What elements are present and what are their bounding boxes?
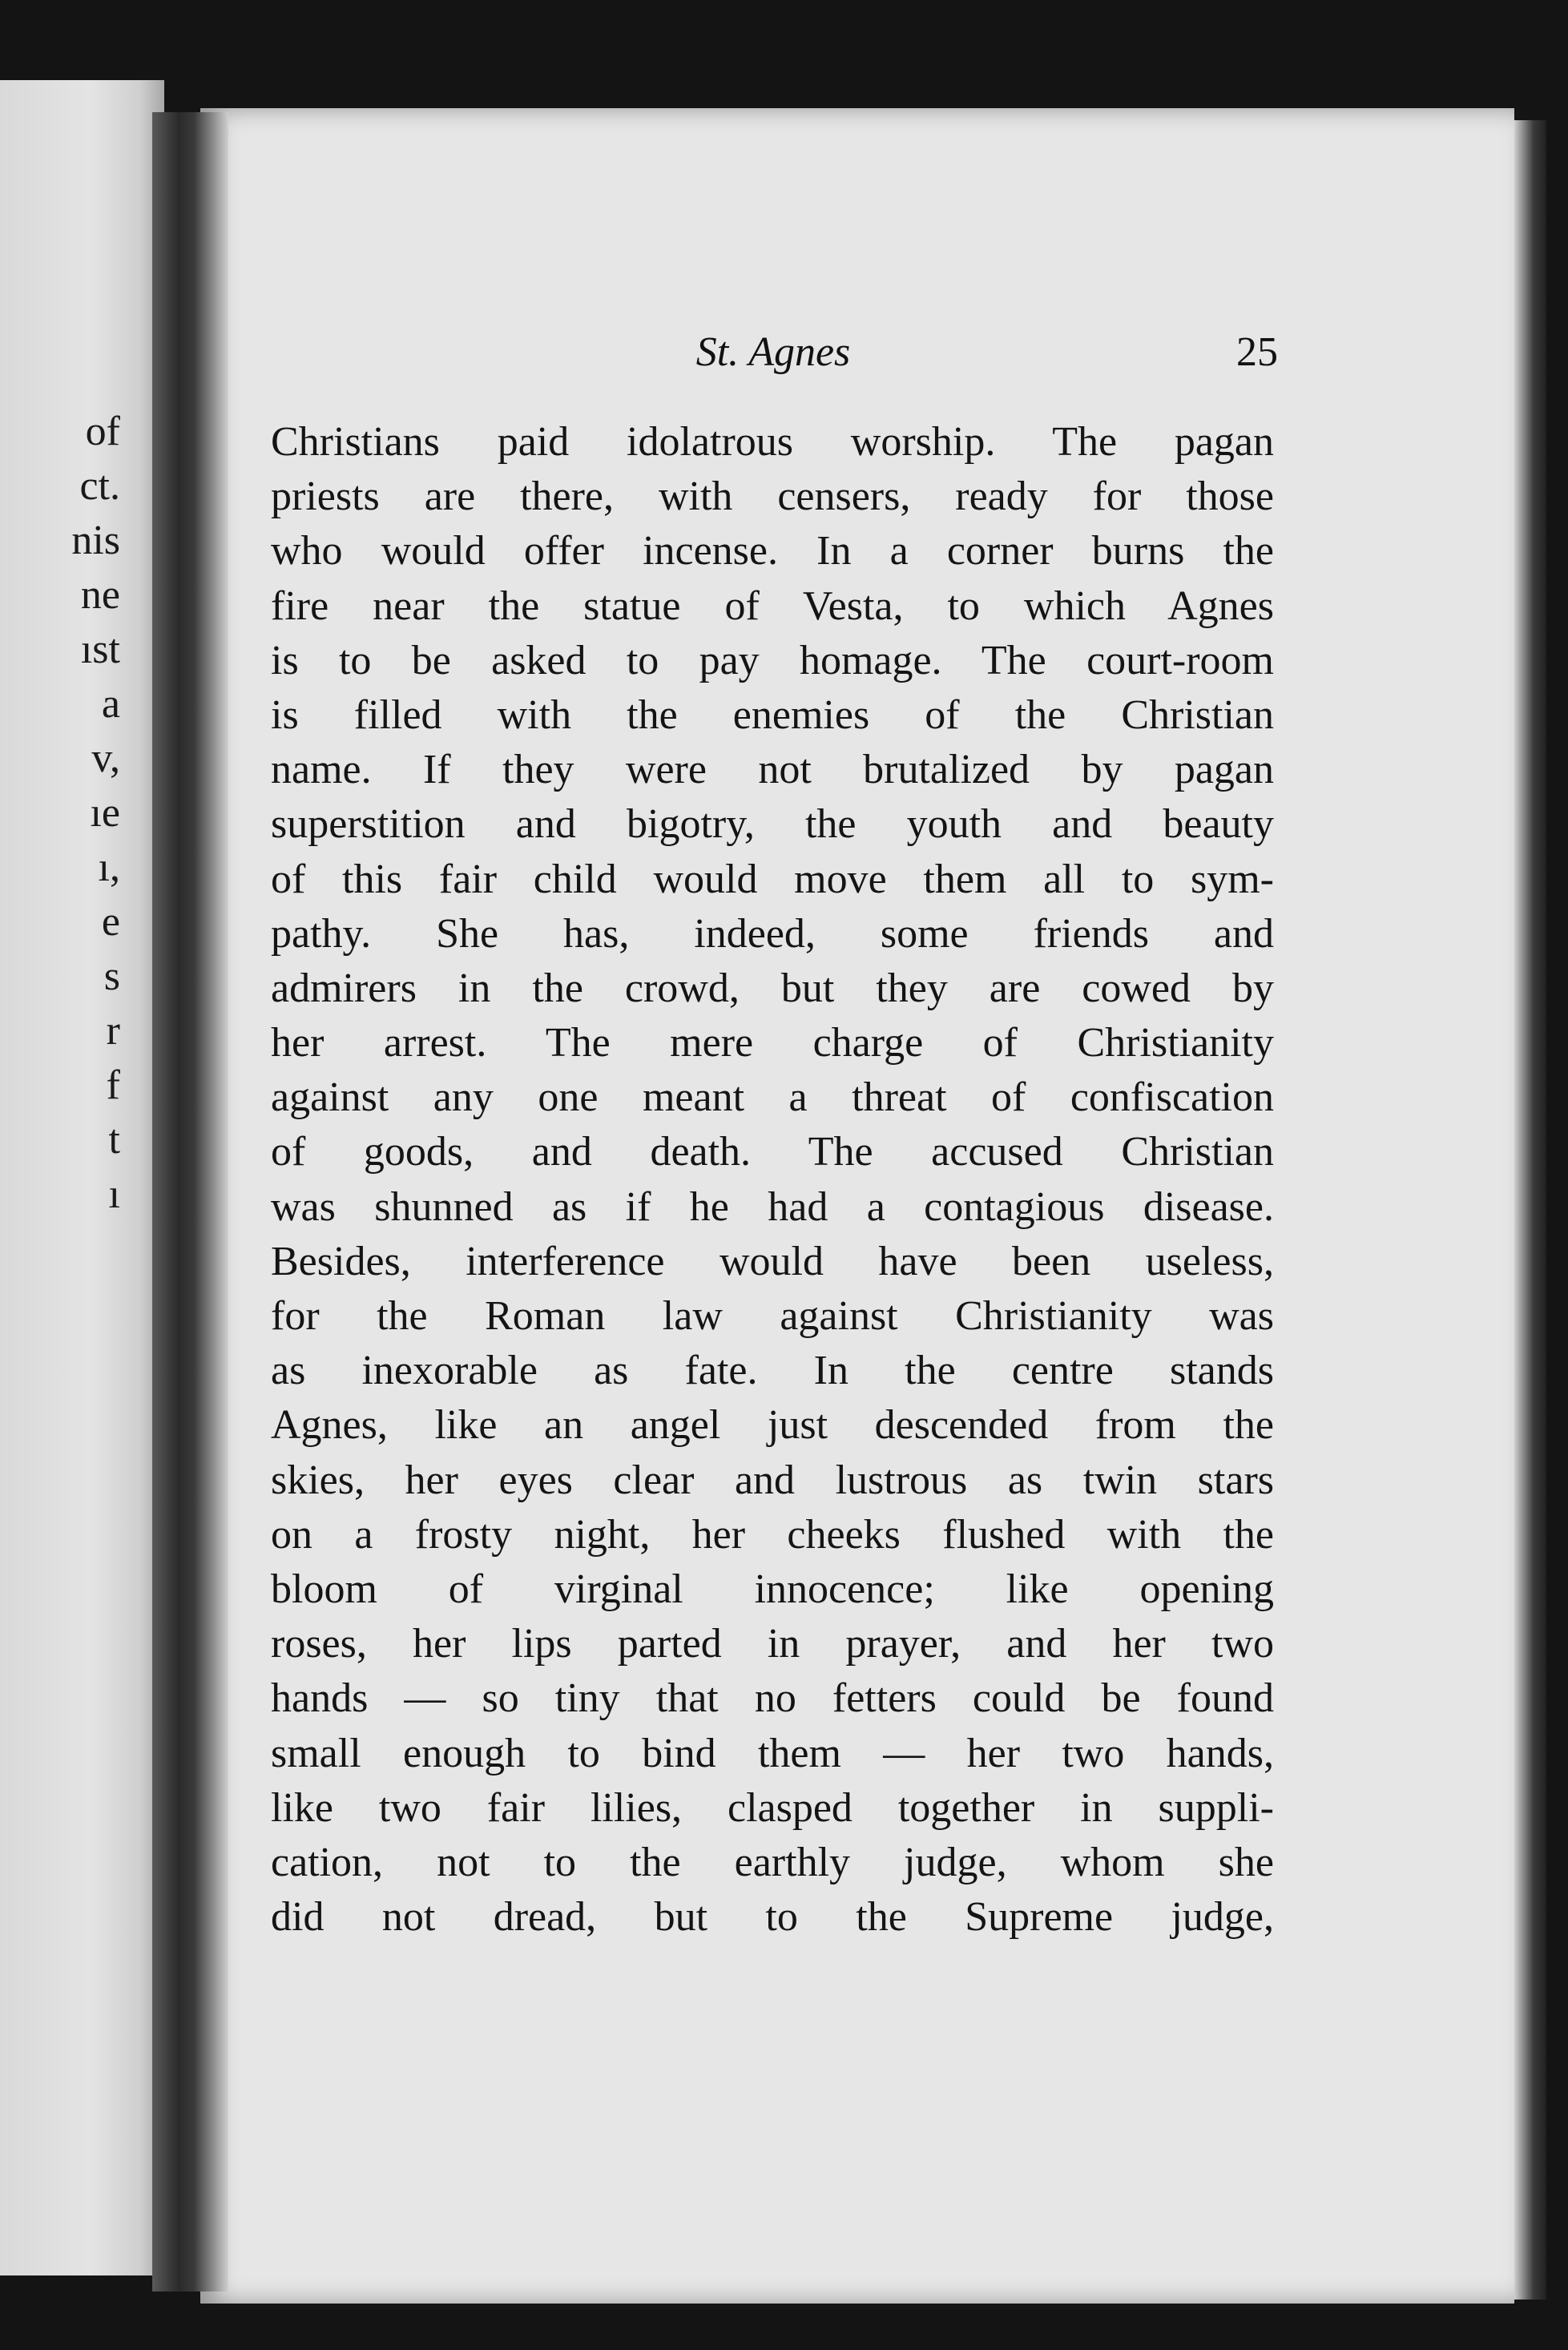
running-title: St. Agnes (695, 329, 851, 375)
body-text (271, 415, 1274, 1945)
previous-page-fragment: of (85, 409, 120, 454)
text-line: as inexorable as fate. In the centre stands (271, 1348, 1274, 1394)
text-line: like two fair lilies, clasped together in suppli- (271, 1784, 1274, 1831)
page-header (268, 329, 1278, 393)
text-line: cation, not to the earthly judge, whom she (271, 1839, 1274, 1885)
previous-page-fragment: ıst (80, 627, 120, 672)
text-line: bloom of virginal innocence; like opening (271, 1566, 1274, 1612)
text-line: was shunned as if he had a contagious disease. (271, 1183, 1274, 1230)
text-line: fire near the statue of Vesta, to which Agnes (271, 582, 1274, 629)
text-line: who would offer incense. In a corner burns the (271, 528, 1274, 574)
previous-page-fragment: r (106, 1008, 120, 1054)
text-line: Christians paid idolatrous worship. The pagan (271, 419, 1274, 465)
text-line: small enough to bind them — her two hands, (271, 1730, 1274, 1776)
text-line: skies, her eyes clear and lustrous as twin stars (271, 1457, 1274, 1503)
text-line: Besides, interference would have been useless, (271, 1238, 1274, 1284)
text-line: of this fair child would move them all to sym- (271, 856, 1274, 902)
text-line: is to be asked to pay homage. The court-room (271, 637, 1274, 683)
previous-page-fragment: a (101, 681, 120, 727)
text-line: is filled with the enemies of the Christian (271, 691, 1274, 738)
previous-page-fragment: ı (108, 1171, 120, 1217)
text-line: of goods, and death. The accused Christian (271, 1129, 1274, 1175)
text-line: her arrest. The mere charge of Christianity (271, 1020, 1274, 1066)
previous-page-fragment: s (103, 953, 120, 999)
previous-page-fragment: t (108, 1117, 120, 1163)
previous-page-fragment: v, (91, 736, 120, 781)
previous-page-fragment: ı, (98, 844, 120, 890)
text-line: pathy. She has, indeed, some friends and (271, 910, 1274, 957)
previous-page-fragment: ıe (90, 790, 120, 836)
text-line: against any one meant a threat of confiscation (271, 1074, 1274, 1121)
previous-page-fragment: ne (80, 572, 120, 618)
text-line: roses, her lips parted in prayer, and her two (271, 1621, 1274, 1667)
text-line: admirers in the crowd, but they are cowed by (271, 965, 1274, 1011)
previous-page-text-fragments (0, 405, 120, 1222)
previous-page-fragment: e (101, 899, 120, 945)
text-line: priests are there, with censers, ready for those (271, 474, 1274, 520)
page-number: 25 (1236, 329, 1278, 375)
text-line: did not dread, but to the Supreme judge, (271, 1894, 1274, 1941)
text-line: name. If they were not brutalized by pagan (271, 747, 1274, 793)
previous-page-fragment: f (106, 1062, 120, 1108)
page-right-edge (1514, 120, 1546, 2300)
text-line: hands — so tiny that no fetters could be found (271, 1675, 1274, 1722)
text-line: on a frosty night, her cheeks flushed with the (271, 1511, 1274, 1558)
text-line: for the Roman law against Christianity was (271, 1293, 1274, 1339)
previous-page-fragment: nis (71, 518, 120, 563)
text-line: superstition and bigotry, the youth and beauty (271, 801, 1274, 848)
previous-page-fragment: ct. (79, 463, 120, 509)
binding-gutter-shadow (152, 112, 228, 2292)
text-line: Agnes, like an angel just descended from the (271, 1402, 1274, 1449)
